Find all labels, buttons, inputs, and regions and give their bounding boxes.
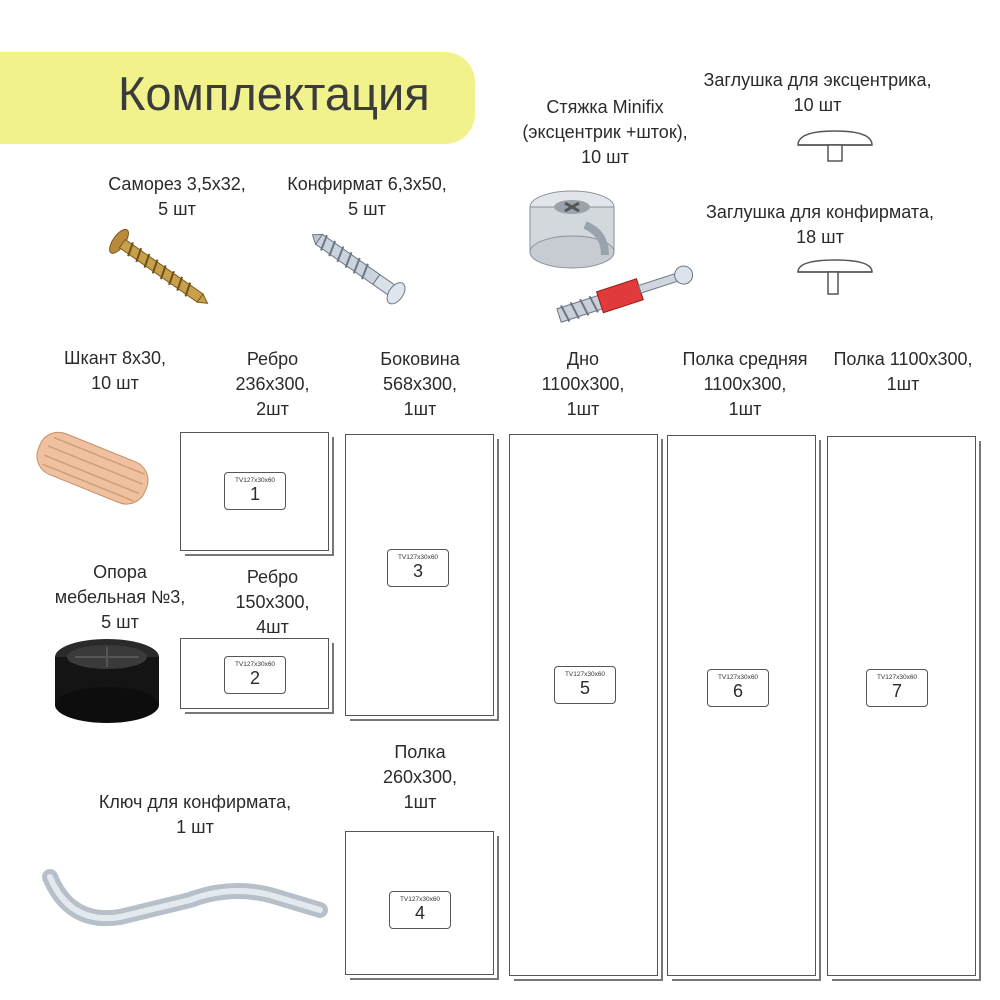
panel-label-rib1: Ребро 236х300, 2шт bbox=[235, 349, 310, 419]
panel-tag-4: TV127x30x60 4 bbox=[389, 891, 451, 929]
minifix-label: Стяжка Minifix (эксцентрик +шток), 10 шт bbox=[522, 97, 688, 167]
cap-eccentric-label: Заглушка для эксцентрика, 10 шт bbox=[703, 70, 932, 115]
panel-7 bbox=[827, 436, 976, 976]
minifix-rod-icon bbox=[550, 255, 700, 330]
panel-4 bbox=[345, 831, 494, 975]
panel-6 bbox=[667, 435, 816, 976]
panel-tag-1: TV127x30x60 1 bbox=[224, 472, 286, 510]
confirmat-label: Конфирмат 6,3х50, 5 шт bbox=[287, 174, 447, 219]
panel-5 bbox=[509, 434, 658, 976]
dowel-icon bbox=[25, 418, 160, 518]
panel-label-side: Боковина 568х300, 1шт bbox=[380, 349, 460, 419]
cap-confirmat-icon bbox=[795, 258, 875, 298]
panel-label-middle: Полка средняя 1100х300, 1шт bbox=[682, 349, 808, 419]
panel-tag-5: TV127x30x60 5 bbox=[554, 666, 616, 704]
panel-tag-2: TV127x30x60 2 bbox=[224, 656, 286, 694]
cap-eccentric-icon bbox=[795, 125, 875, 165]
key-label: Ключ для конфирмата, 1 шт bbox=[98, 792, 292, 837]
panel-2 bbox=[180, 638, 329, 709]
furniture-support-icon bbox=[50, 635, 165, 725]
support-label: Опора мебельная №3, 5 шт bbox=[54, 562, 186, 632]
cap-confirmat-label: Заглушка для конфирмата, 18 шт bbox=[706, 202, 934, 247]
panel-label-bottom: Дно 1100х300, 1шт bbox=[541, 349, 625, 419]
panel-tag-3: TV127x30x60 3 bbox=[387, 549, 449, 587]
dowel-label: Шкант 8х30, 10 шт bbox=[64, 348, 166, 393]
panel-1 bbox=[180, 432, 329, 551]
page-title: Комплектация bbox=[118, 67, 430, 120]
panel-tag-7: TV127x30x60 7 bbox=[866, 669, 928, 707]
panel-label-shelf: Полка 260х300, 1шт bbox=[382, 742, 458, 812]
screw-label: Саморез 3,5х32, 5 шт bbox=[108, 174, 246, 219]
panel-tag-6: TV127x30x60 6 bbox=[707, 669, 769, 707]
panel-label-rib2: Ребро 150х300, 4шт bbox=[235, 567, 310, 637]
confirmat-icon bbox=[300, 218, 420, 318]
panel-label-top: Полка 1100х300, 1шт bbox=[833, 349, 973, 394]
screw-icon bbox=[100, 220, 220, 320]
hex-key-icon bbox=[40, 855, 330, 945]
panel-3 bbox=[345, 434, 494, 716]
